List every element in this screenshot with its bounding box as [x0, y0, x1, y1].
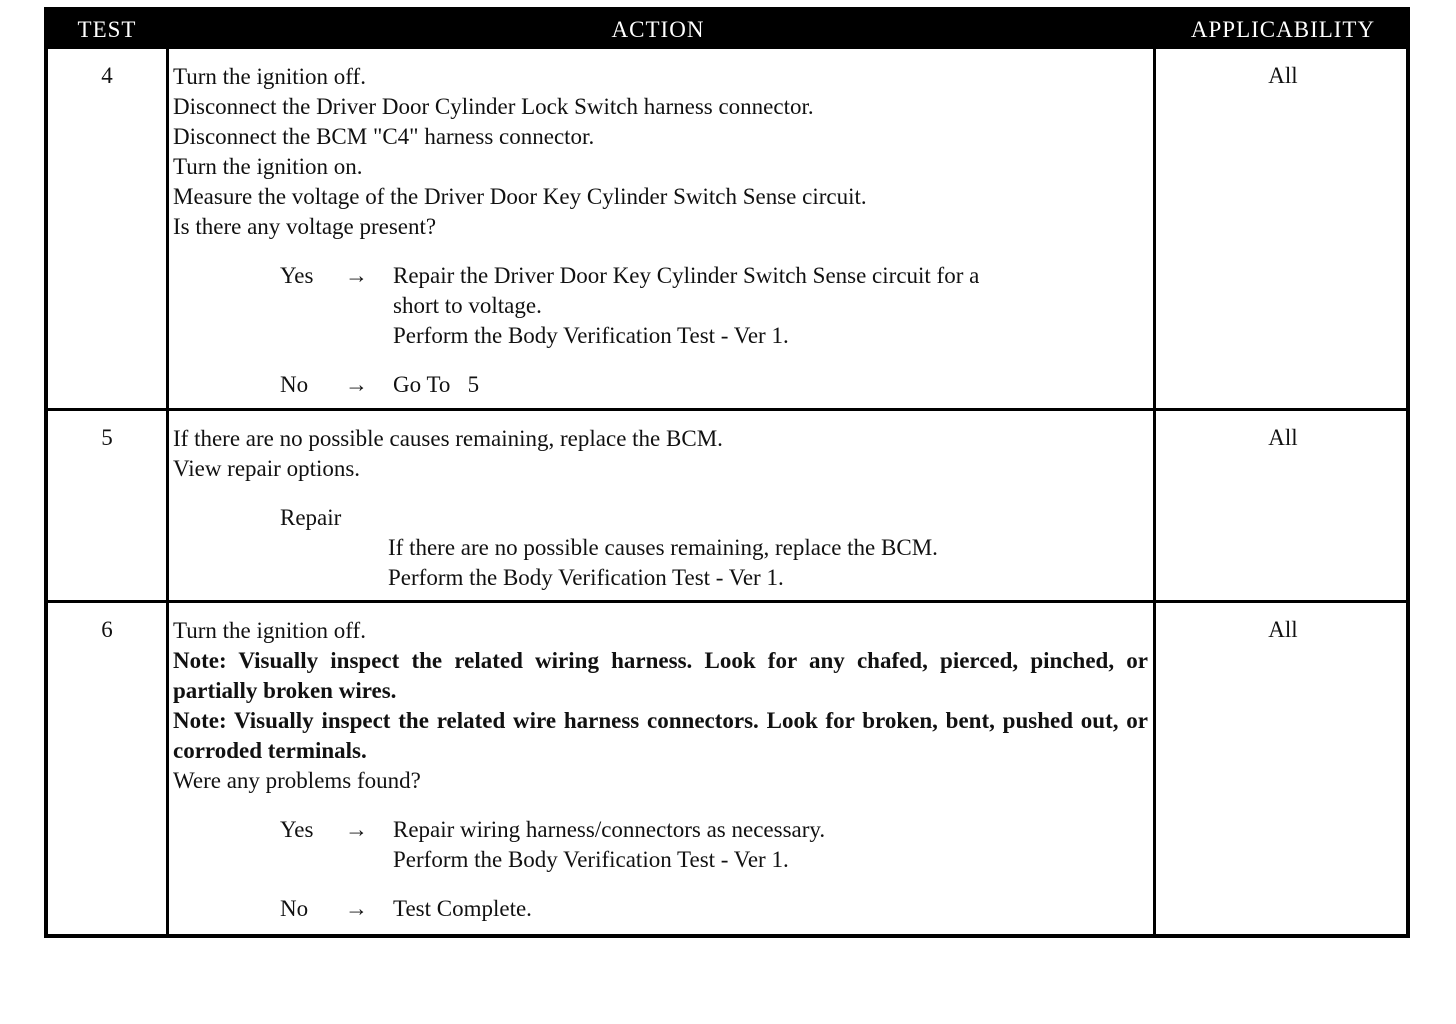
step: Turn the ignition off. [173, 618, 366, 643]
no-option [173, 370, 1148, 400]
test-number-4: 4 [101, 63, 113, 88]
diagnostic-test-table [44, 7, 1410, 938]
yes-result: Repair wiring harness/connectors as necessary. [393, 817, 826, 842]
step: Measure the voltage of the Driver Door Key Cylinder Switch Sense circuit. [173, 184, 867, 209]
test-number-6: 6 [101, 617, 113, 642]
step: Disconnect the Driver Door Cylinder Lock Switch harness connector. [173, 94, 814, 119]
arrow-right-icon: → [345, 896, 368, 921]
action-cell-4 [173, 62, 1148, 400]
no-result: Test Complete. [393, 896, 532, 921]
header-applicability: APPLICABILITY [1190, 17, 1376, 42]
applicability-6: All [1268, 617, 1298, 642]
arrow-right-icon: → [345, 263, 368, 288]
step: If there are no possible causes remaining, replace the BCM. [173, 426, 723, 451]
no-label: No [280, 896, 309, 921]
question: Were any problems found? [173, 768, 421, 793]
action-cell-5 [173, 424, 1148, 593]
yes-option [173, 261, 1148, 291]
test-number-5: 5 [101, 425, 113, 450]
column-divider-test [166, 49, 169, 934]
column-divider-applicability [1153, 49, 1156, 934]
repair-text: Perform the Body Verification Test - Ver 1. [388, 565, 784, 590]
yes-result: short to voltage. [393, 293, 542, 318]
arrow-right-icon: → [345, 372, 368, 397]
table-header [48, 11, 1406, 49]
no-result: Go To 5 [393, 372, 480, 397]
yes-label: Yes [280, 817, 314, 842]
yes-result: Perform the Body Verification Test - Ver 1. [393, 847, 789, 872]
yes-label: Yes [280, 263, 314, 288]
action-cell-6 [173, 616, 1148, 924]
yes-result: Perform the Body Verification Test - Ver 1. [393, 323, 789, 348]
repair-text: If there are no possible causes remaining, replace the BCM. [388, 535, 938, 560]
no-label: No [280, 372, 309, 397]
arrow-right-icon: → [345, 817, 368, 842]
note: Note: Visually inspect the related wiring harness. Look for any chafed, pierced, pinched, or partially broken wires. [173, 648, 1148, 703]
no-option [173, 894, 1148, 924]
step: Is there any voltage present? [173, 214, 437, 239]
header-action: ACTION [611, 17, 705, 42]
applicability-4: All [1268, 63, 1298, 88]
step: Disconnect the BCM "C4" harness connector. [173, 124, 595, 149]
step: Turn the ignition off. [173, 64, 366, 89]
yes-result: Repair the Driver Door Key Cylinder Switch Sense circuit for a [393, 263, 980, 288]
applicability-5: All [1268, 425, 1298, 450]
step: View repair options. [173, 456, 361, 481]
yes-option [173, 815, 1148, 845]
repair-label: Repair [280, 505, 342, 530]
row-divider [48, 408, 1406, 411]
step: Turn the ignition on. [173, 154, 363, 179]
header-test: TEST [77, 17, 137, 42]
row-divider [48, 600, 1406, 603]
note: Note: Visually inspect the related wire harness connectors. Look for broken, bent, pushed out, or corroded terminals. [173, 708, 1148, 763]
